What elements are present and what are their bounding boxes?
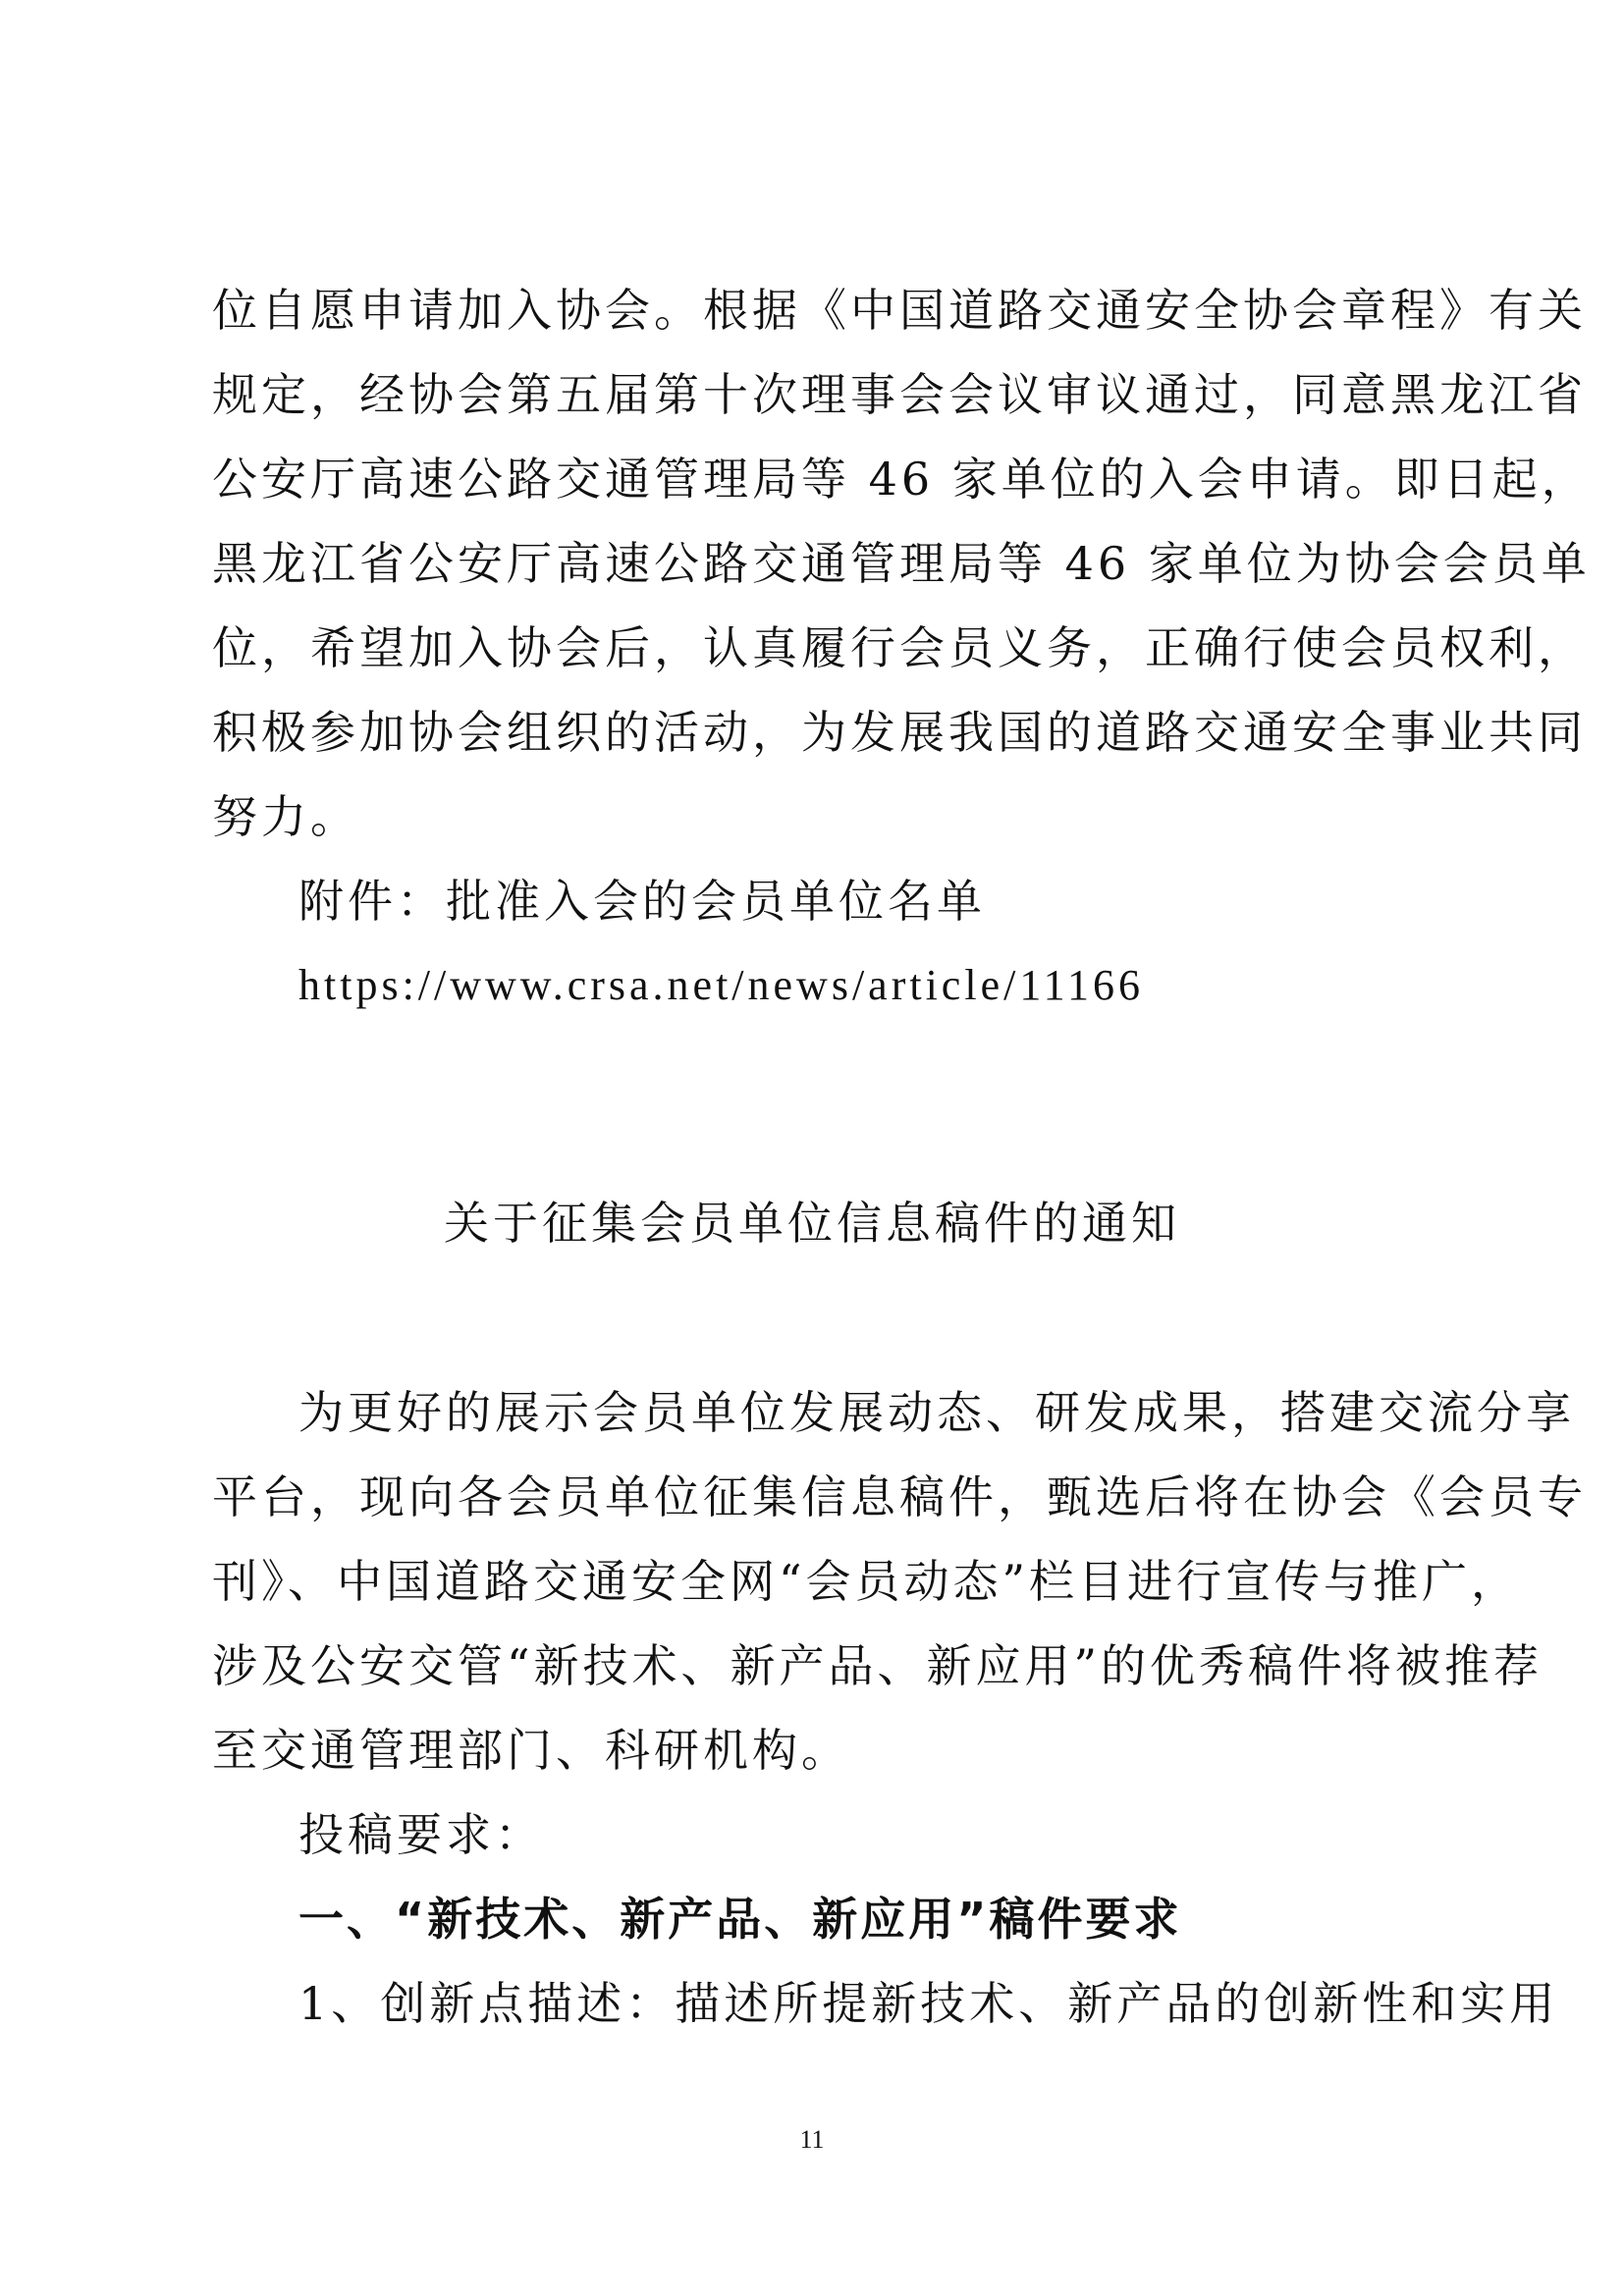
paragraph-line: 规定，经协会第五届第十次理事会会议审议通过，同意黑龙江省 [212,368,1587,421]
list-item: 1、创新点描述：描述所提新技术、新产品的创新性和实用 [298,1977,1559,2030]
page-number: 11 [799,2125,825,2154]
attachment-line: 附件：批准入会的会员单位名单 [298,875,986,928]
paragraph-line: 位自愿申请加入协会。根据《中国道路交通安全协会章程》有关 [212,284,1587,337]
paragraph-line: 努力。 [212,790,359,843]
paragraph-line: 积极参加协会组织的活动，为发展我国的道路交通安全事业共同 [212,706,1587,759]
article-url[interactable]: https://www.crsa.net/news/article/11166 [298,961,1145,1009]
paragraph-line: 为更好的展示会员单位发展动态、研发成果，搭建交流分享 [298,1386,1575,1439]
paragraph-line: 位，希望加入协会后，认真履行会员义务，正确行使会员权利， [212,621,1587,674]
notice-title: 关于征集会员单位信息稿件的通知 [444,1197,1180,1250]
paragraph-line: 至交通管理部门、科研机构。 [212,1724,850,1777]
paragraph-line: 公安厅高速公路交通管理局等 46 家单位的入会申请。即日起， [212,453,1591,506]
paragraph-line: 涉及公安交管“新技术、新产品、新应用”的优秀稿件将被推荐 [212,1639,1543,1692]
paragraph-line: 黑龙江省公安厅高速公路交通管理局等 46 家单位为协会会员单 [212,537,1591,590]
paragraph-line: 刊》、中国道路交通安全网“会员动态”栏目进行宣传与推广， [212,1555,1521,1608]
submission-label: 投稿要求： [298,1808,544,1861]
section-heading: 一、“新技术、新产品、新应用”稿件要求 [298,1893,1182,1946]
paragraph-line: 平台，现向各会员单位征集信息稿件，甄选后将在协会《会员专 [212,1470,1587,1523]
